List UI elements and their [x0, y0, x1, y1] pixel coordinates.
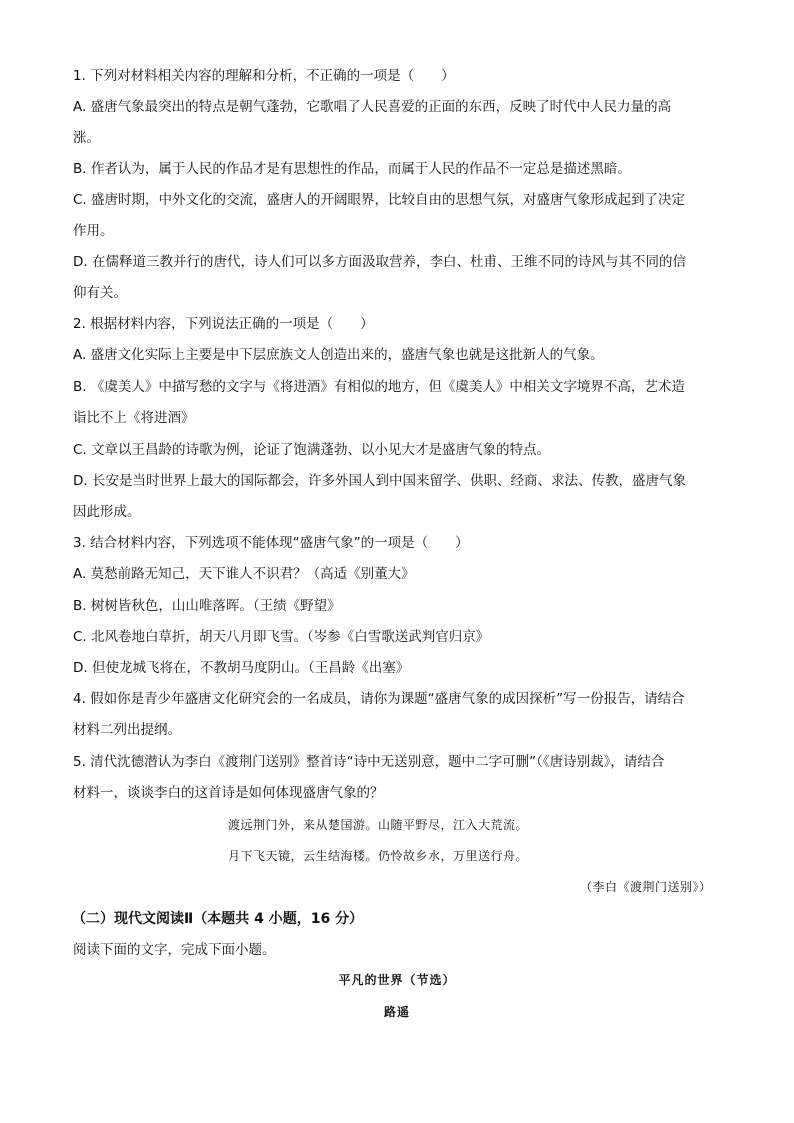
q2-option-d: D. 长安是当时世界上最大的国际都会，许多外国人到中国来留学、供职、经商、求法、传教，盛唐气象 [73, 473, 686, 489]
q1-stem: 1. 下列对材料相关内容的理解和分析，不正确的一项是（ ） [73, 68, 455, 84]
q3-option-c: C. 北风卷地白草折，胡天八月即飞雪。（岑参《白雪歌送武判官归京》 [73, 629, 490, 645]
q5-stem-cont: 材料一，谈谈李白的这首诗是如何体现盛唐气象的？ [73, 785, 384, 801]
q1-option-d-cont: 仰有关。 [73, 285, 127, 301]
q2-option-d-cont: 因此形成。 [73, 504, 141, 520]
q1-option-a-cont: 涨。 [73, 130, 100, 146]
q4-stem-cont: 材料二列出提纲。 [73, 722, 181, 738]
q2-option-c: C. 文章以王昌龄的诗歌为例，论证了饱满蓬勃、以小见大才是盛唐气象的特点。 [73, 442, 551, 458]
poem-line-1: 渡远荆门外，来从楚国游。山随平野尽，江入大荒流。 [228, 818, 529, 832]
q1-option-a: A. 盛唐气象最突出的特点是朝气蓬勃，它歌唱了人民喜爱的正面的东西，反映了时代中人民力量的高 [73, 99, 672, 115]
section-instruction: 阅读下面的文字，完成下面小题。 [73, 942, 276, 958]
section-heading: （二）现代文阅读Ⅱ（本题共 4 小题，16 分） [72, 911, 364, 927]
q2-option-b-cont: 诣比不上《将进酒》 [73, 410, 195, 426]
poem-source: （李白《渡荆门送别》） [580, 880, 712, 894]
q1-option-d: D. 在儒释道三教并行的唐代，诗人们可以多方面汲取营养，李白、杜甫、王维不同的诗风与其不同的信 [73, 254, 686, 270]
q2-stem: 2. 根据材料内容，下列说法正确的一项是（ ） [73, 316, 374, 332]
q2-option-a: A. 盛唐文化实际上主要是中下层庶族文人创造出来的，盛唐气象也就是这批新人的气象。 [73, 347, 604, 363]
q1-option-c: C. 盛唐时期，中外文化的交流，盛唐人的开阔眼界，比较自由的思想气氛，对盛唐气象形成起到了决定 [73, 192, 686, 208]
poem-line-2: 月下飞天镜，云生结海楼。仍怜故乡水，万里送行舟。 [228, 849, 529, 863]
q5-stem: 5. 清代沈德潜认为李白《渡荆门送别》整首诗“诗中无送别意，题中二字可删”（《唐诗别裁》，请结合 [73, 754, 665, 770]
q4-stem: 4. 假如你是青少年盛唐文化研究会的一名成员，请你为课题“盛唐气象的成因探析”写一份报告，请结合 [73, 691, 685, 707]
q2-option-b: B. 《虞美人》中描写愁的文字与《将进酒》有相似的地方，但《虞美人》中相关文字境界不高，艺术造 [73, 379, 685, 395]
q3-stem: 3. 结合材料内容，下列选项不能体现“盛唐气象”的一项是（ ） [73, 535, 469, 551]
q3-option-b: B. 树树皆秋色，山山唯落晖。（王绩《野望》 [73, 598, 341, 614]
q3-option-d: D. 但使龙城飞将在，不教胡马度阴山。（王昌龄《出塞》 [73, 660, 410, 676]
passage-author: 路遥 [383, 1005, 410, 1019]
q1-option-c-cont: 作用。 [73, 223, 114, 239]
q1-option-b: B. 作者认为，属于人民的作品才是有思想性的作品，而属于人民的作品不一定总是描述黑暗。 [73, 161, 631, 177]
passage-title: 平凡的世界（节选） [338, 973, 456, 987]
q3-option-a: A. 莫愁前路无知己，天下谁人不识君？（高适《别董大》 [73, 566, 415, 582]
